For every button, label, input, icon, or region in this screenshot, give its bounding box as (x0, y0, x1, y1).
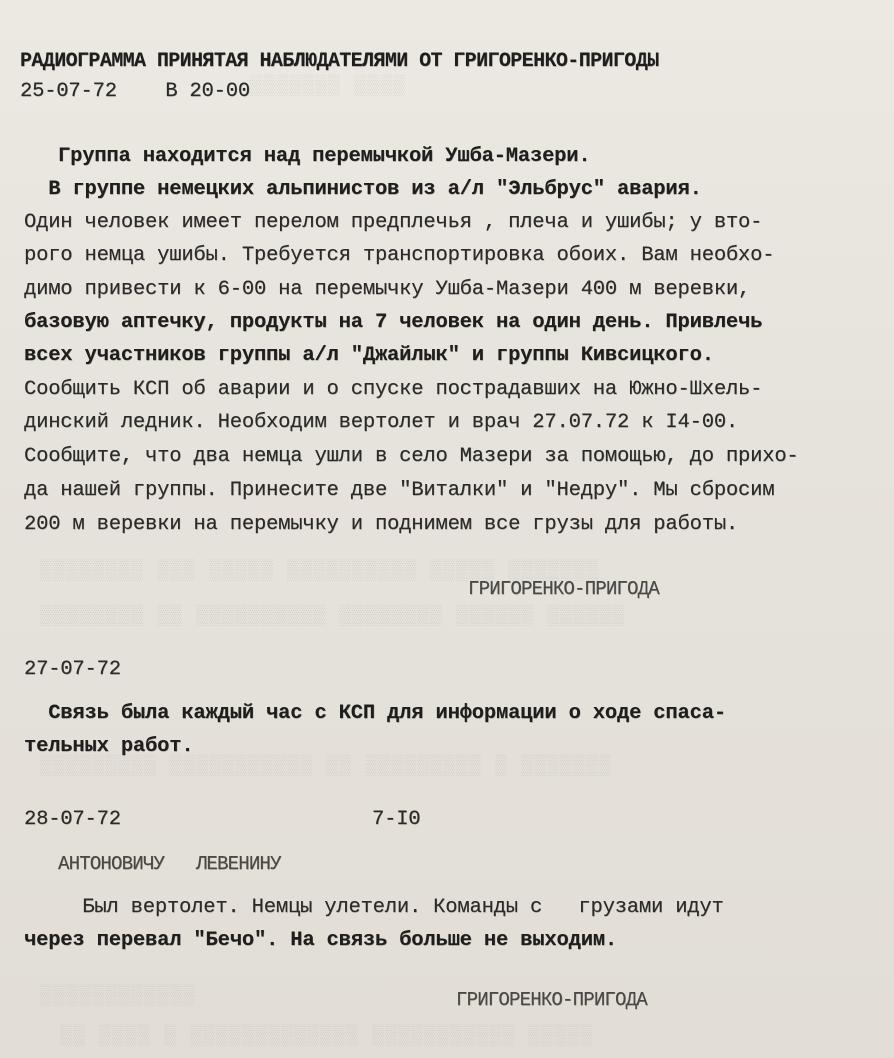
message-line: Связь была каждый час с КСП для информации о ходе спаса- (24, 702, 726, 725)
message-line: всех участников группы а/л "Джайлык" и группы Кивсицкого. (24, 344, 714, 367)
message-line: тельных работ. (24, 735, 194, 758)
document-title: РАДИОГРАММА ПРИНЯТАЯ НАБЛЮДАТЕЛЯМИ ОТ ГРИГОРЕНКО-ПРИГОДЫ (20, 50, 659, 73)
message-line: динский ледник. Необходим вертолет и врач 27.07.72 к I4-00. (24, 411, 739, 434)
signature: ГРИГОРЕНКО-ПРИГОДА (468, 578, 659, 600)
bleed-through-decoration: ▒▒▒▒▒▒▒ ▒▒▒▒ (250, 75, 407, 98)
message-line: базовую аптечку, продукты на 7 человек на один день. Привлечь (24, 311, 763, 334)
bleed-through-decoration: ▒▒▒▒▒▒▒▒ ▒▒ ▒▒▒▒▒▒▒▒▒▒ ▒▒▒▒▒▒▒▒ ▒▒▒▒▒▒ ▒▒▒▒▒▒ (40, 605, 626, 628)
entry-date: 28-07-72 (24, 808, 121, 831)
entry-date: 27-07-72 (24, 658, 121, 681)
bleed-through-decoration: ▒▒▒▒▒▒▒▒ ▒▒▒ ▒▒▒▒▒ ▒▒▒▒▒▒▒▒▒▒ ▒▒▒▒▒ ▒▒▒▒▒▒▒ (40, 560, 600, 583)
bleed-through-decoration: ▒▒ ▒▒▒▒ ▒ ▒▒▒▒▒▒▒▒▒▒▒▒▒ ▒▒▒▒▒▒▒▒▒▒▒ ▒▒▒▒▒ (60, 1025, 594, 1048)
message-line: Один человек имеет перелом предплечья , плеча и ушибы; у вто- (24, 211, 763, 234)
message-line: Группа находится над перемычкой Ушба-Мазери. (58, 145, 591, 168)
message-line: Сообщите, что два немца ушли в село Мазери за помощью, до прихо- (24, 445, 799, 468)
message-line: 200 м веревки на перемычку и поднимем все грузы для работы. (24, 513, 739, 536)
bleed-through-decoration: ▒▒▒▒▒▒▒▒▒ ▒▒▒▒▒▒▒▒▒▒▒ ▒▒ ▒▒▒▒▒▒▒▒▒ ▒ ▒▒▒▒▒▒▒ (40, 755, 613, 778)
message-line: В группе немецких альпинистов из а/л "Эльбрус" авария. (24, 178, 702, 201)
bleed-through-decoration: ▒▒▒▒▒▒▒▒▒▒▒▒ (40, 985, 197, 1008)
message-line: через перевал "Бечо". На связь больше не выходим. (24, 929, 617, 952)
entry-time: 7-I0 (372, 808, 421, 831)
message-line: рого немца ушибы. Требуется транспортировка обоих. Вам необхо- (24, 244, 775, 267)
radiogram-date-time: 25-07-72 В 20-00 (20, 80, 250, 103)
signature: ГРИГОРЕНКО-ПРИГОДА (456, 989, 647, 1011)
message-line: да нашей группы. Принесите две "Виталки" и "Недру". Мы сбросим (24, 479, 775, 502)
message-line: Сообщить КСП об аварии и о спуске пострадавших на Южно-Шхель- (24, 378, 763, 401)
addressee: АНТОНОВИЧУ ЛЕВЕНИНУ (58, 853, 281, 875)
message-line: димо привести к 6-00 на перемычку Ушба-Мазери 400 м веревки, (24, 278, 751, 301)
message-line: Был вертолет. Немцы улетели. Команды с грузами идут (58, 896, 724, 919)
